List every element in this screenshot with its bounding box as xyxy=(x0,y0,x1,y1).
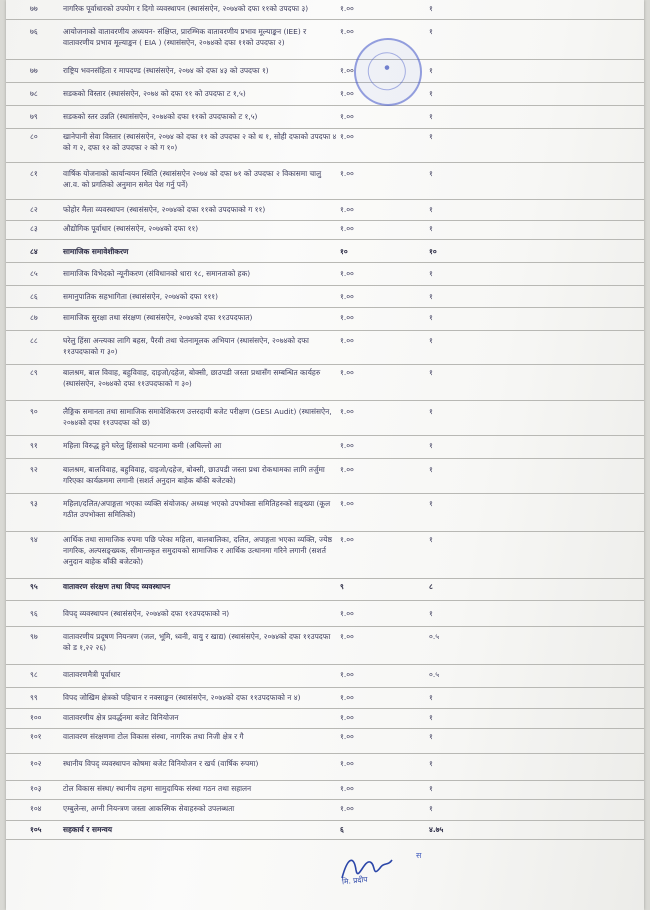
obtained-score: १ xyxy=(429,535,433,544)
max-score: १.०० xyxy=(340,670,354,679)
max-score: ९ xyxy=(340,582,344,591)
max-score: १.०० xyxy=(340,169,354,178)
max-score: १.०० xyxy=(340,804,354,813)
serial-number: ७७ xyxy=(30,4,38,13)
item-description: वातावरणमैत्री पूर्वाधार xyxy=(63,670,121,679)
serial-number: ७८ xyxy=(30,89,38,98)
table-row xyxy=(6,821,644,840)
item-description: टोल विकास संस्था/ स्थानीय तहमा सामुदायिक संस्था गठन तथा सहालन xyxy=(63,784,252,793)
serial-number: १०५ xyxy=(30,825,42,834)
item-description: सहकार्य र समन्वय xyxy=(63,825,112,834)
max-score: १.०० xyxy=(340,759,354,768)
serial-number: १०२ xyxy=(30,759,42,768)
max-score: १.०० xyxy=(340,368,354,377)
office-stamp: ● xyxy=(348,32,429,113)
max-score: १.०० xyxy=(340,693,354,702)
serial-number: ८० xyxy=(30,132,38,141)
serial-number: १०१ xyxy=(30,732,42,741)
table-row xyxy=(6,243,644,263)
obtained-score: १ xyxy=(429,465,433,474)
item-description: वातावरणीय प्रदूषण नियन्त्रण (जल, भूमि, ध्वनी, वायु र खाद्य) (स्थासंसऐन, २०७४को दफा ११उपदफा को ड १,२२ २६) xyxy=(63,632,331,652)
serial-number: ७९ xyxy=(30,112,38,121)
obtained-score: १ xyxy=(429,693,433,702)
obtained-score: १ xyxy=(429,441,433,450)
max-score: १.०० xyxy=(340,784,354,793)
item-description: खानेपानी सेवा विस्तार (स्थासंसऐन, २०७४ को दफा ११ को उपदफा २ को थ १, सोही दफाको उपदफा ४ को ग २, दफा १२ को उपदफा २ को ग १०) xyxy=(63,132,337,152)
table-row xyxy=(6,709,644,729)
max-score: १.०० xyxy=(340,713,354,722)
table-row xyxy=(6,689,644,709)
obtained-score: १ xyxy=(429,4,433,13)
obtained-score: १ xyxy=(429,169,433,178)
obtained-score: १ xyxy=(429,313,433,322)
table-row xyxy=(6,364,644,401)
table-row xyxy=(6,495,644,532)
serial-number: ९८ xyxy=(30,670,38,679)
obtained-score: १ xyxy=(429,804,433,813)
item-description: औद्योगिक पूर्वाधार (स्थासंसऐन, २०७४को दफा ११) xyxy=(63,224,199,233)
obtained-score: १ xyxy=(429,269,433,278)
max-score: १.०० xyxy=(340,112,354,121)
table-row xyxy=(6,755,644,781)
table-row xyxy=(6,201,644,221)
obtained-score: १ xyxy=(429,27,433,36)
table-row xyxy=(6,578,644,601)
obtained-score: ४.७५ xyxy=(429,825,444,834)
max-score: १.०० xyxy=(340,441,354,450)
obtained-score: १ xyxy=(429,713,433,722)
item-description: विपद् व्यवस्थापन (स्थासंसऐन, २०७४को दफा ११उपदफाको न) xyxy=(63,609,230,618)
obtained-score: १ xyxy=(429,205,433,214)
table-row xyxy=(6,403,644,436)
serial-number: ८१ xyxy=(30,169,38,178)
serial-number: ८७ xyxy=(30,313,38,322)
max-score: १.०० xyxy=(340,336,354,345)
table-row xyxy=(6,23,644,60)
serial-number: ८५ xyxy=(30,269,38,278)
obtained-score: १ xyxy=(429,784,433,793)
item-description: राष्ट्रिय भवनसंहिता र मापदण्ड (स्थासंसऐन, २०७४ को दफा ४३ को उपदफा १) xyxy=(63,66,269,75)
table-row xyxy=(6,605,644,627)
table-row xyxy=(6,0,644,20)
table-row xyxy=(6,728,644,754)
max-score: १.०० xyxy=(340,535,354,544)
obtained-score: १ xyxy=(429,112,433,121)
item-description: वातावरणीय क्षेत्र प्रवर्द्धनमा बजेट विनियोजन xyxy=(63,713,179,722)
table-row xyxy=(6,108,644,129)
serial-number: ८८ xyxy=(30,336,38,345)
obtained-score: १ xyxy=(429,732,433,741)
item-description: एम्बुलेन्स, अग्नी नियन्त्रण जस्ता आकस्मिक सेवाहरुको उपलब्धता xyxy=(63,804,235,813)
table-row xyxy=(6,666,644,688)
table-row xyxy=(6,309,644,331)
serial-number: ९६ xyxy=(30,609,38,618)
obtained-score: १० xyxy=(429,247,437,256)
max-score: १.०० xyxy=(340,632,354,641)
max-score: १.०० xyxy=(340,132,354,141)
max-score: १.०० xyxy=(340,4,354,13)
item-description: आयोजनाको वातावरणीय अध्ययन- संक्षिप्त, प्रारम्भिक वातावरणीय प्रभाव मूल्याङ्कन (IEE) र वातावरणीय प्रभाव मूल्याङ्कन ( EIA ) (स्थासंसऐन, २०७४को दफा ११को उपदफा २) xyxy=(63,27,307,47)
table-row xyxy=(6,220,644,240)
obtained-score: १ xyxy=(429,89,433,98)
serial-number: ८६ xyxy=(30,292,38,301)
obtained-score: १ xyxy=(429,407,433,416)
max-score: १.०० xyxy=(340,224,354,233)
item-description: समानुपातिक सहभागिता (स्थासंसऐन, २०७४को दफा १११) xyxy=(63,292,219,301)
serial-number: ९५ xyxy=(30,582,38,591)
item-description: सामाजिक समावेशीकरण xyxy=(63,247,129,256)
max-score: १.०० xyxy=(340,732,354,741)
max-score: १.०० xyxy=(340,66,354,75)
max-score: ६ xyxy=(340,825,344,834)
table-row xyxy=(6,531,644,579)
serial-number: ९० xyxy=(30,407,38,416)
serial-number: ९३ xyxy=(30,499,38,508)
table-row xyxy=(6,288,644,308)
table-row xyxy=(6,437,644,459)
item-description: फोहोर मैला व्यवस्थापन (स्थासंसऐन, २०७४को दफा ११को उपदफाको ग ११) xyxy=(63,205,266,214)
table-row xyxy=(6,628,644,665)
table-row xyxy=(6,780,644,800)
serial-number: ९१ xyxy=(30,441,38,450)
item-description: वातावरण संरक्षणमा टोल विकास संस्था, नागरिक तथा निजी क्षेत्र र गै xyxy=(63,732,244,741)
serial-number: १०३ xyxy=(30,784,42,793)
item-description: स्थानीय विपद् व्यवस्थापन कोषमा बजेट विनियोजन र खर्च (वार्षिक रुपमा) xyxy=(63,759,259,768)
serial-number: १०० xyxy=(30,713,42,722)
obtained-score: १ xyxy=(429,132,433,141)
table-row xyxy=(6,128,644,163)
obtained-score: ०.५ xyxy=(429,670,440,679)
obtained-score: ०.५ xyxy=(429,632,440,641)
serial-number: ९२ xyxy=(30,465,38,474)
max-score: १.०० xyxy=(340,499,354,508)
table-row xyxy=(6,461,644,494)
max-score: १.०० xyxy=(340,27,354,36)
table-row xyxy=(6,165,644,200)
serial-number: ७७ xyxy=(30,66,38,75)
serial-number: ८९ xyxy=(30,368,38,377)
max-score: १.०० xyxy=(340,609,354,618)
item-description: बालश्रम, बाल विवाह, बहुविवाह, दाइजो/दहेज, बोक्सी, छाउपडी जस्ता प्रथासँग सम्बन्धित कार्यहरु (स्थासंसऐन, २०७४को दफा ११उपदफाको ग ३०) xyxy=(63,368,321,388)
max-score: १० xyxy=(340,247,348,256)
item-description: सडकको स्तर उन्नति (स्थासंसऐन, २०७४को दफा ११को उपदफाको ट १,५) xyxy=(63,112,258,121)
table-row xyxy=(6,85,644,106)
max-score: १.०० xyxy=(340,89,354,98)
max-score: १.०० xyxy=(340,313,354,322)
obtained-score: १ xyxy=(429,759,433,768)
obtained-score: १ xyxy=(429,336,433,345)
serial-number: ८३ xyxy=(30,224,38,233)
item-description: लैङ्गिक समानता तथा सामाजिक समावेशिकरण उत्तरदायी बजेट परीक्षण (GESI Audit) (स्थासंसऐन, २०७४को दफा ११उपदफा को छ) xyxy=(63,407,332,427)
item-description: आर्थिक तथा सामाजिक रुपमा पछि परेका महिला, बालबालिका, दलित, अपाङ्गता भएका व्यक्ति, ज्येष्ठ नागरिक, अल्पसङ्ख्यक, सीमान्तकृत समुदायको सामाजिक र आर्थिक उत्थानमा गरिने लगानी (सशर्त अनुदान बाहेक बाँकी बजेटको) xyxy=(63,535,332,566)
item-description: सामाजिक सुरक्षा तथा संरक्षण (स्थासंसऐन, २०७४को दफा ११उपदफात) xyxy=(63,313,253,322)
obtained-score: १ xyxy=(429,66,433,75)
serial-number: ९७ xyxy=(30,632,38,641)
item-description: घरेलु हिंसा अन्त्यका लागि बहस, पैरवी तथा चेतनामूलक अभियान (स्थासंसऐन, २०७४को दफा ११उपदफाको ग ३०) xyxy=(63,336,309,356)
serial-number: ७६ xyxy=(30,27,38,36)
item-description: वार्षिक योजनाको कार्यान्वयन स्थिति (स्थासंसऐन २०७४ को दफा ७१ को उपदफा २ विकासमा चालु आ.व. को प्रगतिको अनुमान समेत पेश गर्नु पर्ने) xyxy=(63,169,322,189)
table-row xyxy=(6,800,644,821)
serial-number: ९४ xyxy=(30,535,38,544)
max-score: १.०० xyxy=(340,465,354,474)
max-score: १.०० xyxy=(340,292,354,301)
item-description: महिला विरुद्ध हुने घरेलु हिंसाको घटनामा कमी (अघिल्लो आ xyxy=(63,441,222,450)
item-description: नागरिक पूर्वाधारको उपयोग र दिगो व्यवस्थापन (स्थासंसऐन, २०७४को दफा ११को उपदफा ३) xyxy=(63,4,309,13)
item-description: विपद जोखिम क्षेत्रको पहिचान र नक्साङ्कन (स्थासंसऐन, २०७४को दफा ११उपदफाको न ४) xyxy=(63,693,301,702)
signer-mark: स xyxy=(416,851,422,860)
max-score: १.०० xyxy=(340,205,354,214)
obtained-score: १ xyxy=(429,224,433,233)
signer-name: मि. प्रदीप xyxy=(341,874,369,887)
serial-number: १०४ xyxy=(30,804,42,813)
max-score: १.०० xyxy=(340,407,354,416)
item-description: बालश्रम, बालविवाह, बहुविवाह, दाइजो/दहेज, बोक्सी, छाउपडी जस्ता प्रथा रोकथामका लागि तर्जुमा गरिएका कार्यक्रममा लगानी (सशर्त अनुदान बाहेक बाँकी बजेटको) xyxy=(63,465,325,485)
serial-number: ९९ xyxy=(30,693,38,702)
item-description: महिला/दलित/अपाङ्गता भएका व्यक्ति संयोजक/ अध्यक्ष भएको उपभोक्ता समितिहरुको सङ्ख्या (कूल गठीत उपभोक्ता समितिको) xyxy=(63,499,331,519)
table-row xyxy=(6,62,644,83)
obtained-score: १ xyxy=(429,609,433,618)
table-row xyxy=(6,332,644,365)
serial-number: ८२ xyxy=(30,205,38,214)
obtained-score: ८ xyxy=(429,582,433,591)
document-page xyxy=(6,0,644,910)
obtained-score: १ xyxy=(429,368,433,377)
obtained-score: १ xyxy=(429,499,433,508)
item-description: वातावरण संरक्षण तथा विपद व्यवस्थापन xyxy=(63,582,171,591)
obtained-score: १ xyxy=(429,292,433,301)
max-score: १.०० xyxy=(340,269,354,278)
item-description: सडकको विस्तार (स्थासंसऐन, २०७४ को दफा ११ को उपदफा ट १,५) xyxy=(63,89,246,98)
table-row xyxy=(6,265,644,286)
item-description: सामाजिक विभेदको न्यूनीकरण (संविधानको धारा १८, समानताको हक) xyxy=(63,269,251,278)
serial-number: ८४ xyxy=(30,247,38,256)
